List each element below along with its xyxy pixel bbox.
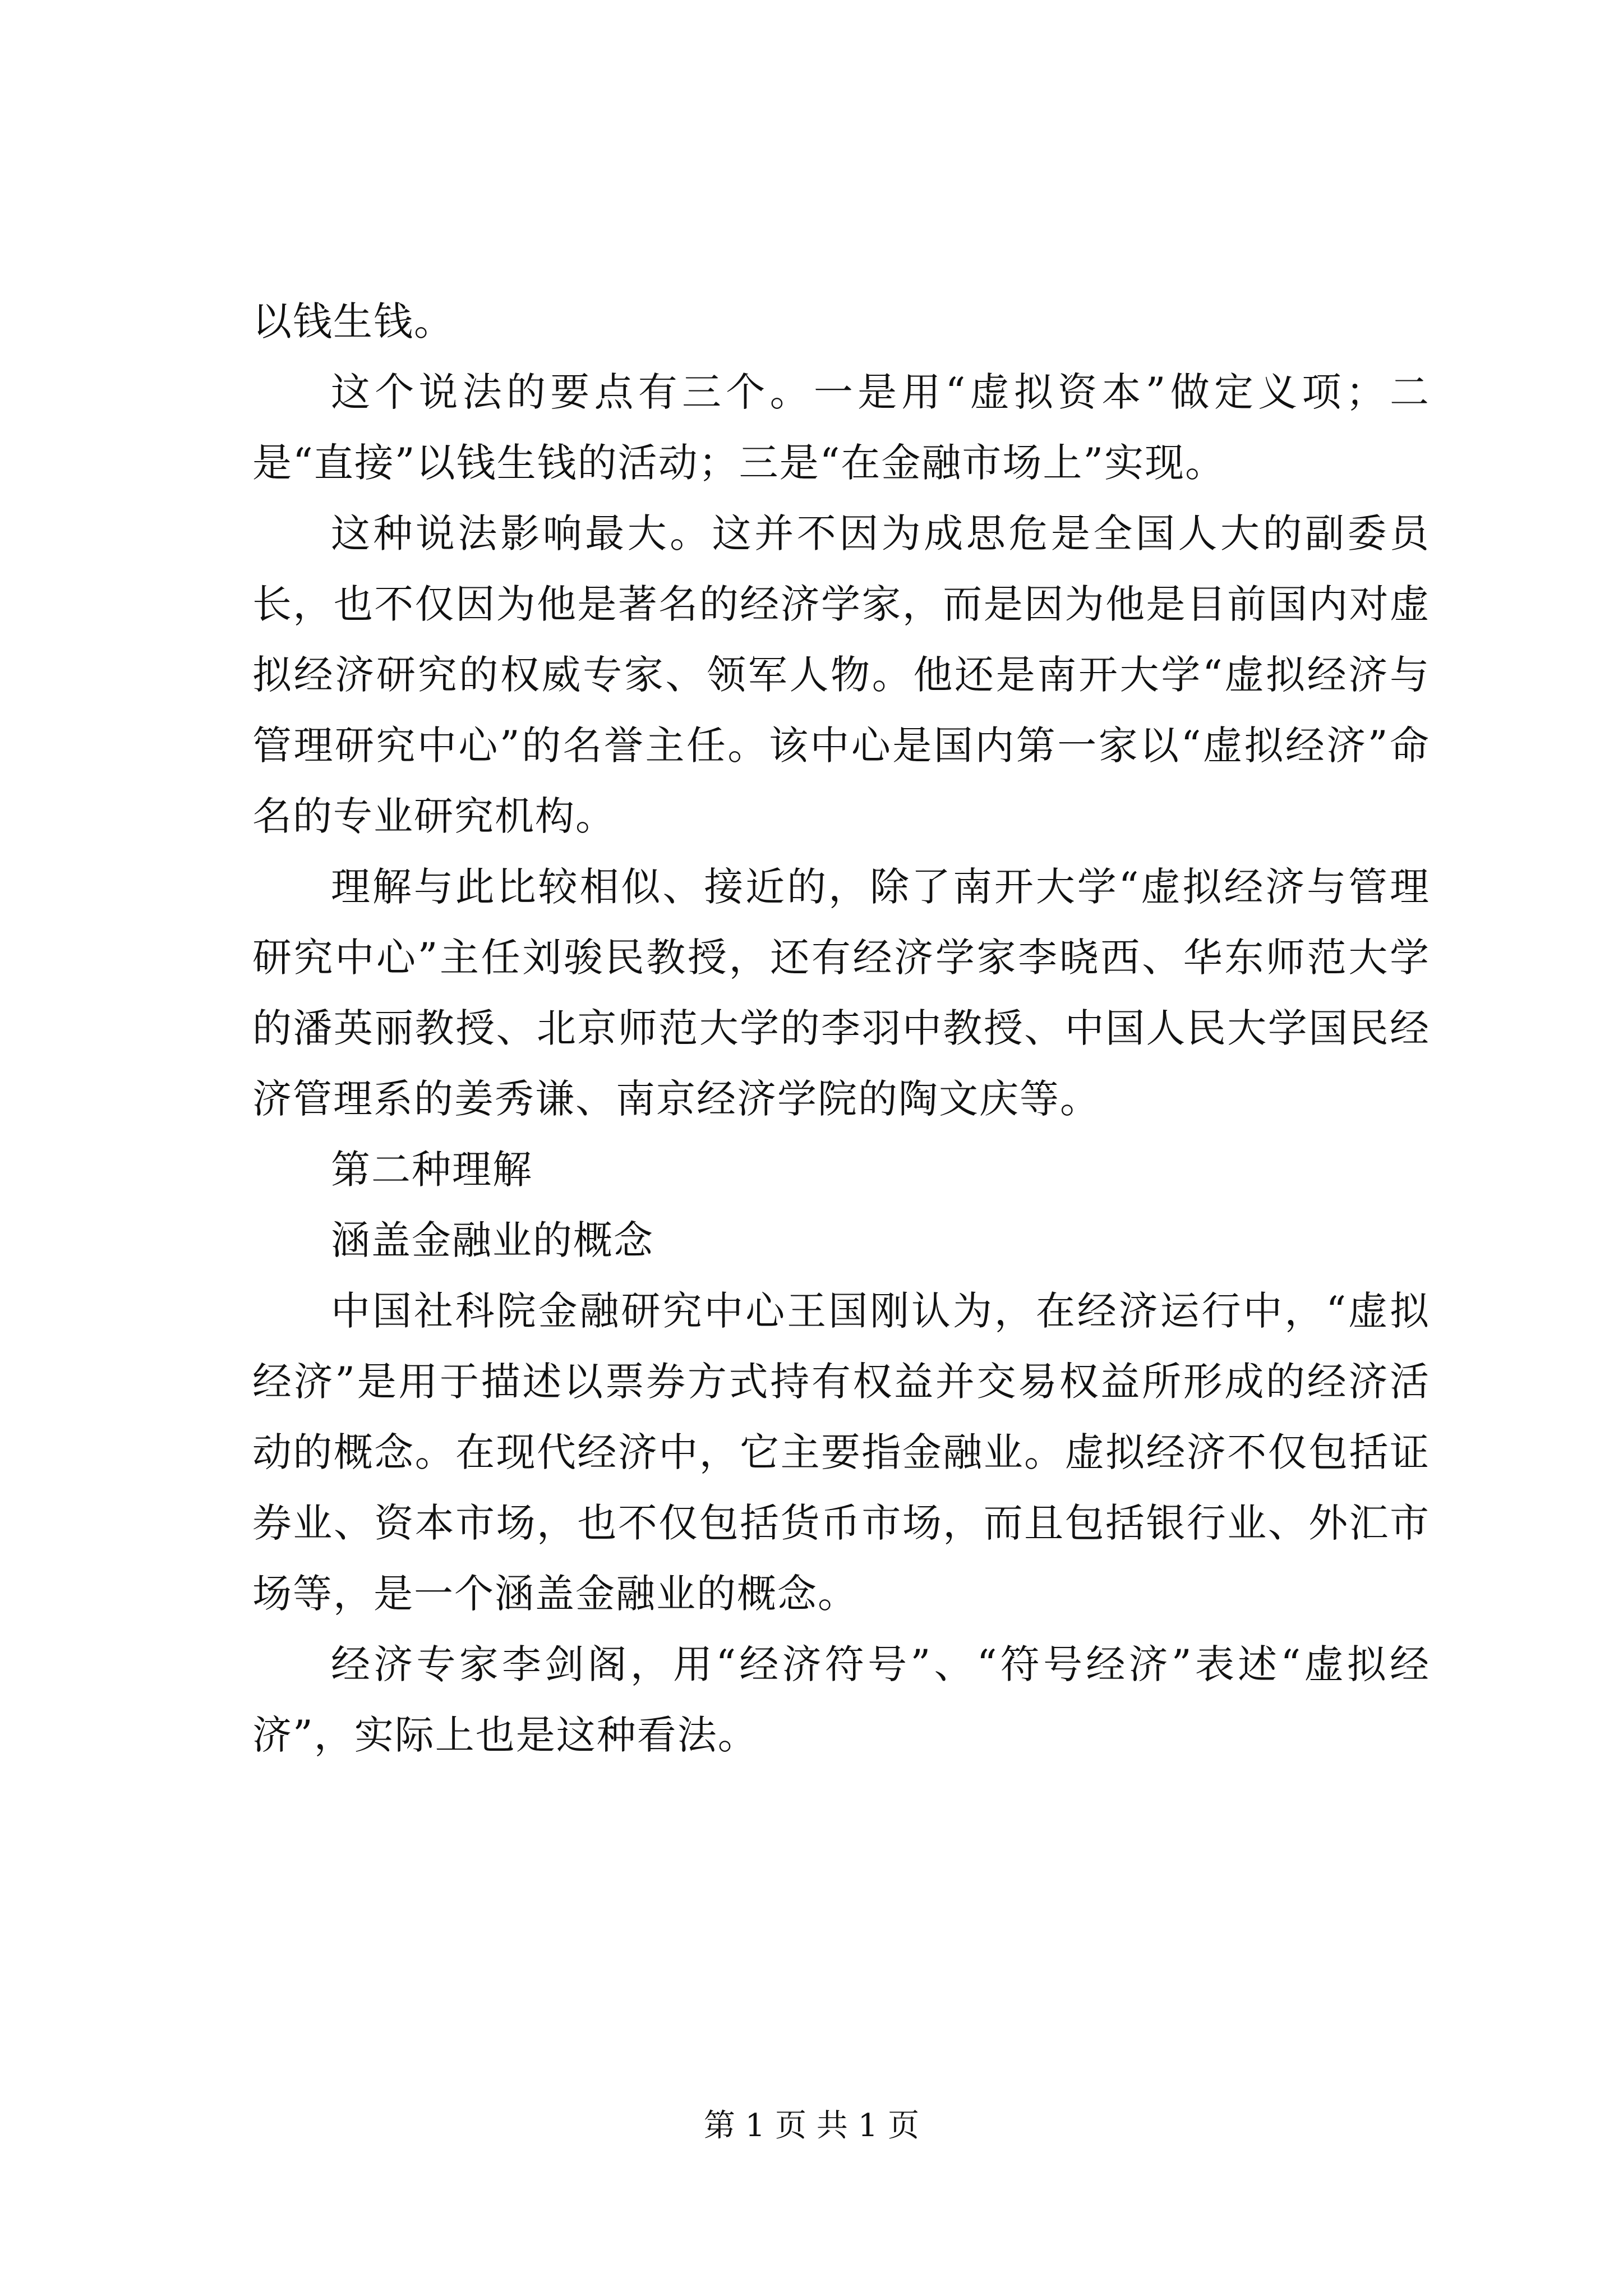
paragraph-similar-views: 理解与此比较相似、接近的，除了南开大学“虚拟经济与管理研究中心”主任刘骏民教授，还有经济学家李晓西、华东师范大学的潘英丽教授、北京师范大学的李羽中教授、中国人民大学国民经济管理系的姜秀谦、南京经济学院的陶文庆等。 [252, 864, 1430, 1122]
document-body [252, 286, 1430, 1770]
paragraph-influence: 这种说法影响最大。这并不因为成思危是全国人大的副委员长，也不仅因为他是著名的经济学家，而是因为他是目前国内对虚拟经济研究的权威专家、领军人物。他还是南开大学“虚拟经济与管理研究中心”的名誉主任。该中心是国内第一家以“虚拟经济”命名的专业研究机构。 [252, 510, 1430, 839]
paragraph-continuation: 以钱生钱。 [252, 298, 454, 344]
section-heading-second-understanding: 第二种理解 [331, 1147, 533, 1193]
subheading-financial-concept: 涵盖金融业的概念 [331, 1217, 654, 1263]
paragraph-wang-guogang: 中国社科院金融研究中心王国刚认为，在经济运行中，“虚拟经济”是用于描述以票券方式持有权益并交易权益所形成的经济活动的概念。在现代经济中，它主要指金融业。虚拟经济不仅包括证券业、资本市场，也不仅包括货币市场，而且包括银行业、外汇市场等，是一个涵盖金融业的概念。 [252, 1288, 1430, 1617]
paragraph-li-jiange: 经济专家李剑阁，用“经济符号”、“符号经济”表述“虚拟经济”，实际上也是这种看法。 [252, 1641, 1430, 1758]
page-footer: 第 1 页 共 1 页 [703, 2108, 920, 2144]
paragraph-key-points: 这个说法的要点有三个。一是用“虚拟资本”做定义项；二是“直接”以钱生钱的活动；三是“在金融市场上”实现。 [252, 369, 1430, 486]
